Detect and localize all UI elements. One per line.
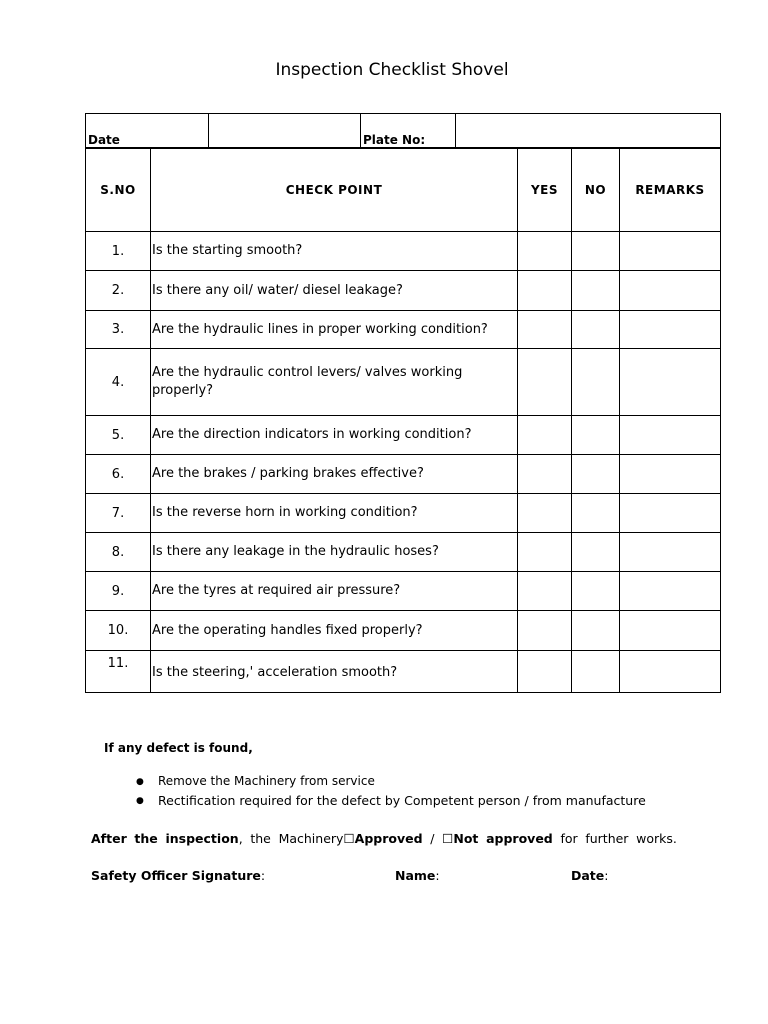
list-item [136, 793, 646, 812]
yes-cell[interactable] [518, 416, 572, 455]
row-number: 9. [86, 572, 151, 611]
row-question: Is there any oil/ water/ diesel leakage? [151, 271, 518, 311]
header-row [86, 148, 721, 232]
row-number: 10. [86, 611, 151, 651]
row-question: Are the direction indicators in working condition? [151, 416, 518, 455]
no-cell[interactable] [572, 494, 620, 533]
row-number: 5. [86, 416, 151, 455]
remarks-cell[interactable] [620, 349, 721, 416]
table-row [86, 349, 721, 416]
bullet-icon: ● [136, 777, 144, 787]
colon: : [260, 868, 266, 883]
row-question: Is the starting smooth? [151, 232, 518, 271]
no-cell[interactable] [572, 651, 620, 693]
table-row [86, 533, 721, 572]
table-row [86, 455, 721, 494]
yes-cell[interactable] [518, 311, 572, 349]
remarks-header: REMARKS [620, 148, 721, 232]
yes-cell[interactable] [518, 232, 572, 271]
row-number: 1. [86, 232, 151, 271]
no-cell[interactable] [572, 572, 620, 611]
slash: / [430, 831, 435, 846]
row-question: Is the steering,' acceleration smooth? [151, 651, 518, 693]
table-row [86, 416, 721, 455]
table-row [86, 572, 721, 611]
comma: , [238, 831, 243, 846]
list-item [136, 774, 646, 793]
yes-cell[interactable] [518, 533, 572, 572]
bullet-icon: ● [136, 796, 144, 806]
after-inspection-line [91, 831, 677, 846]
action-list [136, 774, 646, 812]
row-number: 11. [86, 651, 151, 693]
yes-header: YES [518, 148, 572, 232]
not-label: Not [453, 831, 479, 846]
for-word: for [560, 831, 578, 846]
no-cell[interactable] [572, 533, 620, 572]
yes-cell[interactable] [518, 494, 572, 533]
no-header: NO [572, 148, 620, 232]
date-label: Date [86, 114, 209, 149]
document-title: Inspection Checklist Shovel [275, 60, 509, 80]
row-question: Are the hydraulic control levers/ valves working properly? [151, 349, 518, 416]
remarks-cell[interactable] [620, 494, 721, 533]
table-row [86, 311, 721, 349]
remarks-cell[interactable] [620, 651, 721, 693]
row-number: 6. [86, 455, 151, 494]
row-number: 3. [86, 311, 151, 349]
yes-cell[interactable] [518, 349, 572, 416]
inspection-phrase [165, 831, 242, 846]
row-number: 8. [86, 533, 151, 572]
remarks-cell[interactable] [620, 311, 721, 349]
row-number: 4. [86, 349, 151, 416]
defect-heading: If any defect is found, [104, 741, 253, 755]
not-option [442, 831, 478, 846]
colon: : [435, 868, 440, 883]
table-row [86, 271, 721, 311]
checklist-table [85, 147, 721, 693]
action-text: Rectification required for the defect by Competent person / from manufacture [158, 793, 646, 808]
no-cell[interactable] [572, 271, 620, 311]
remarks-cell[interactable] [620, 572, 721, 611]
approved-checkbox-icon[interactable]: ☐ [343, 831, 355, 846]
no-cell[interactable] [572, 611, 620, 651]
row-question: Is the reverse horn in working condition? [151, 494, 518, 533]
no-cell[interactable] [572, 455, 620, 494]
inspection-word: inspection [165, 831, 239, 846]
sno-header: S.NO [86, 148, 151, 232]
header-table [85, 113, 721, 149]
remarks-cell[interactable] [620, 232, 721, 271]
no-cell[interactable] [572, 232, 620, 271]
remarks-cell[interactable] [620, 611, 721, 651]
officer-signature-field [91, 868, 265, 883]
table-row [86, 611, 721, 651]
no-cell[interactable] [572, 416, 620, 455]
no-cell[interactable] [572, 349, 620, 416]
yes-cell[interactable] [518, 572, 572, 611]
yes-cell[interactable] [518, 611, 572, 651]
remarks-cell[interactable] [620, 416, 721, 455]
colon: : [604, 868, 609, 883]
plate-field[interactable] [456, 114, 721, 149]
officer-signature-label: Safety Officer Signature [91, 868, 261, 883]
remarks-cell[interactable] [620, 455, 721, 494]
yes-cell[interactable] [518, 651, 572, 693]
action-text: Remove the Machinery from service [158, 774, 375, 788]
works-word: works. [636, 831, 677, 846]
machinery-word: Machinery [278, 831, 344, 846]
further-word: further [585, 831, 629, 846]
the-word-2: the [250, 831, 271, 846]
remarks-cell[interactable] [620, 533, 721, 572]
yes-cell[interactable] [518, 271, 572, 311]
date-label: Date [571, 868, 605, 883]
row-question: Are the operating handles fixed properly? [151, 611, 518, 651]
row-question: Is there any leakage in the hydraulic hoses? [151, 533, 518, 572]
row-number: 7. [86, 494, 151, 533]
row-question: Are the tyres at required air pressure? [151, 572, 518, 611]
after-word: After [91, 831, 127, 846]
date-field[interactable] [209, 114, 361, 149]
row-question: Are the hydraulic lines in proper working condition? [151, 311, 518, 349]
no-cell[interactable] [572, 311, 620, 349]
signature-date-field [571, 868, 608, 883]
table-row [86, 651, 721, 693]
approved-word: approved [486, 831, 553, 846]
yes-cell[interactable] [518, 455, 572, 494]
row-question: Are the brakes / parking brakes effective? [151, 455, 518, 494]
the-word: the [134, 831, 158, 846]
row-number: 2. [86, 271, 151, 311]
check-point-header: CHECK POINT [151, 148, 518, 232]
approved-option [279, 831, 423, 846]
plate-label: Plate No: [361, 114, 456, 149]
remarks-cell[interactable] [620, 271, 721, 311]
not-approved-checkbox-icon[interactable]: ☐ [442, 831, 454, 846]
table-row [86, 494, 721, 533]
name-field [395, 868, 440, 883]
approved-label: Approved [354, 831, 423, 846]
name-label: Name [395, 868, 436, 883]
table-row [86, 232, 721, 271]
